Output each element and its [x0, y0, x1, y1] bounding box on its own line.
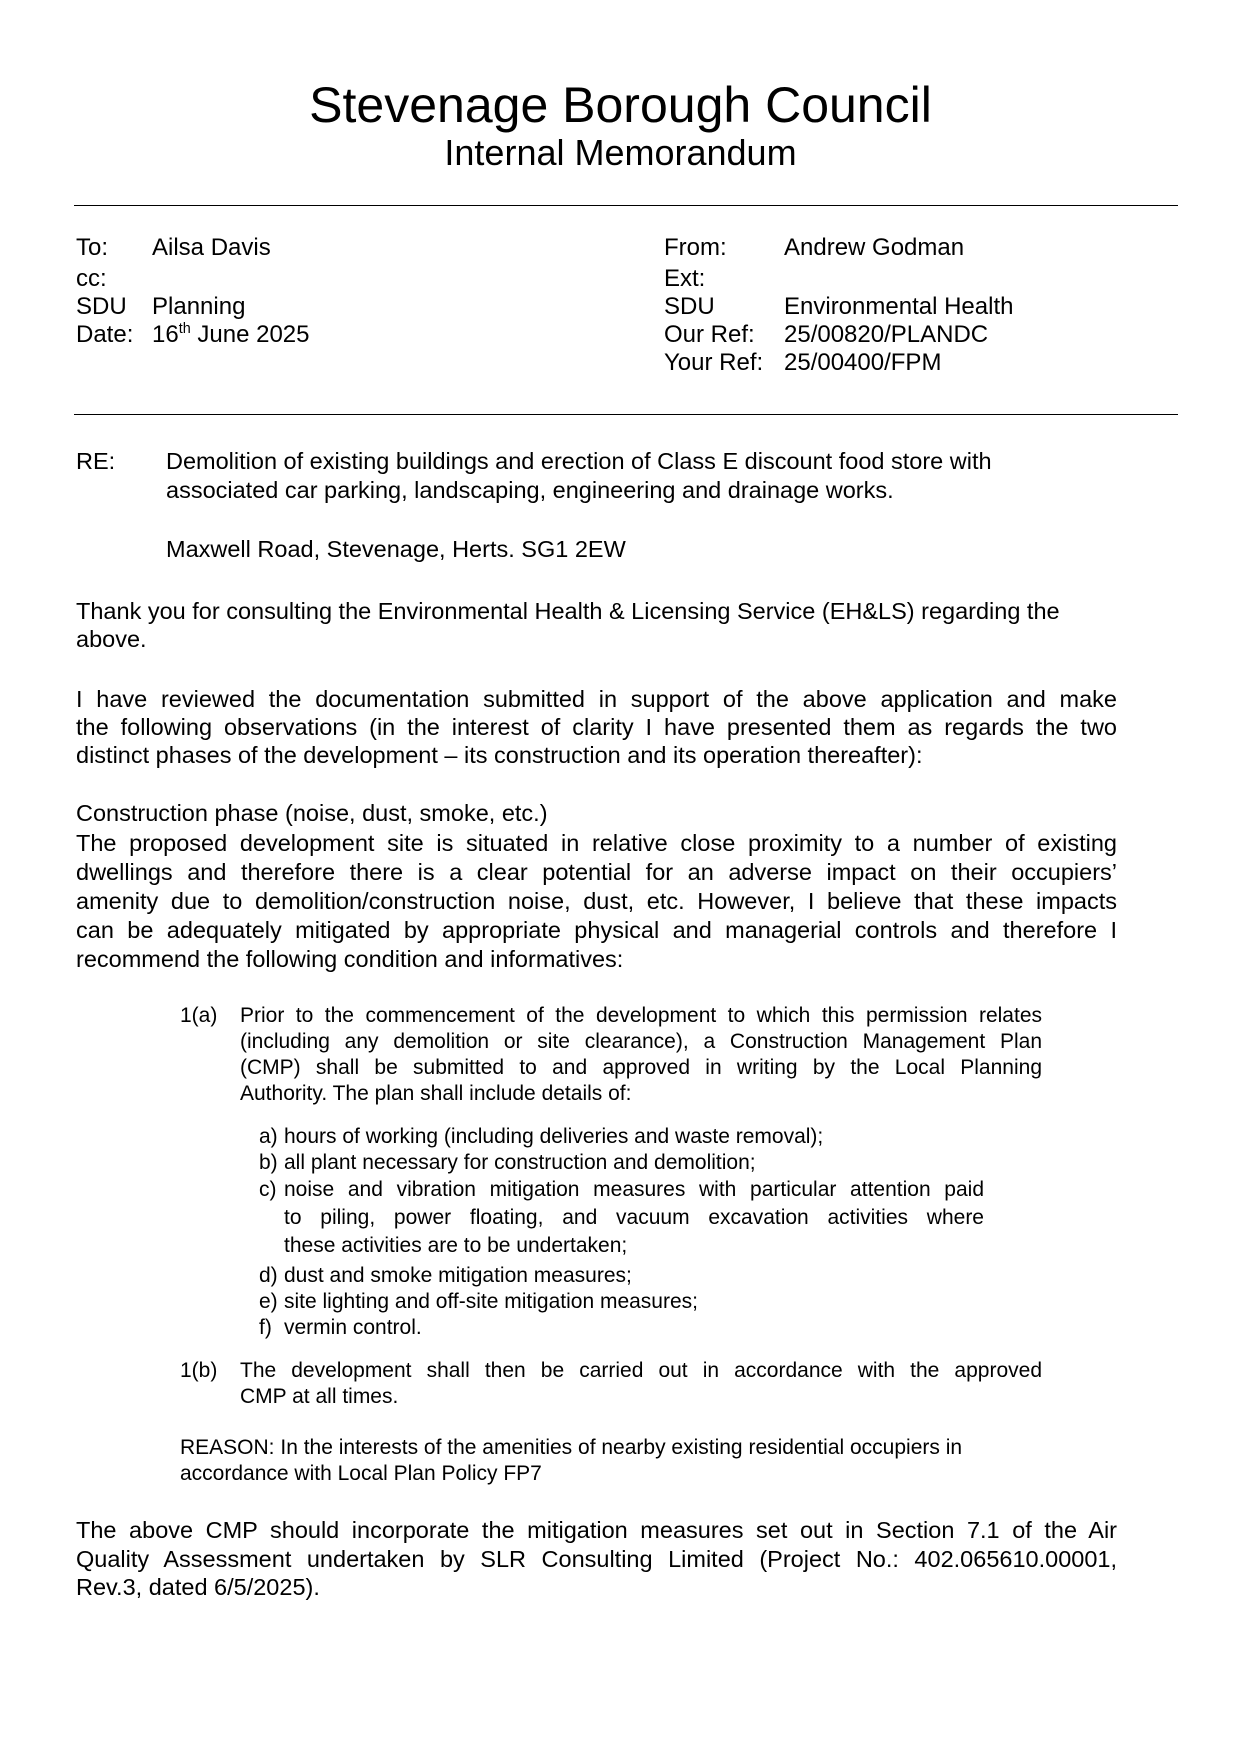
list-item-label: b): [259, 1151, 278, 1174]
paragraph-line: Quality Assessment undertaken by SLR Consulting Limited (Project No.: 402.065610.00001,: [76, 1545, 1117, 1572]
list-item-line: these activities are to be undertaken;: [284, 1234, 628, 1257]
paragraph-line: Rev.3, dated 6/5/2025).: [76, 1574, 320, 1600]
from-value: Andrew Godman: [784, 234, 965, 261]
paragraph-line: can be adequately mitigated by appropriate physical and managerial controls and therefore I: [76, 917, 1117, 943]
date-day: 16: [152, 321, 179, 348]
condition-1b-line: CMP at all times.: [240, 1384, 399, 1408]
paragraph-line: the following observations (in the interest of clarity I have presented them as regards the two: [76, 714, 1117, 740]
condition-1a-label: 1(a): [180, 1004, 218, 1027]
list-item-line: hours of working (including deliveries and waste removal);: [284, 1125, 824, 1148]
to-label: To:: [76, 234, 109, 261]
paragraph-line: distinct phases of the development – its construction and its operation thereafter):: [76, 742, 923, 768]
memo-type: Internal Memorandum: [444, 132, 797, 173]
condition-1a-line: Authority. The plan shall include details of:: [240, 1082, 632, 1105]
paragraph-line: Thank you for consulting the Environmental Health & Licensing Service (EH&LS) regarding the: [76, 598, 1060, 624]
from-sdu-value: Environmental Health: [784, 293, 1014, 320]
paragraph-line: amenity due to demolition/construction noise, dust, etc. However, I believe that these impacts: [76, 888, 1117, 914]
divider: [74, 205, 1178, 206]
to-value: Ailsa Davis: [152, 234, 271, 261]
list-item-label: f): [259, 1316, 272, 1339]
cc-label: cc:: [76, 265, 107, 292]
paragraph-line: The above CMP should incorporate the mitigation measures set out in Section 7.1 of the Air: [76, 1517, 1117, 1543]
re-address: Maxwell Road, Stevenage, Herts. SG1 2EW: [166, 536, 626, 562]
your-ref-label: Your Ref:: [664, 349, 764, 376]
list-item-line: dust and smoke mitigation measures;: [284, 1264, 632, 1287]
list-item-label: a): [259, 1125, 278, 1148]
section-heading: Construction phase (noise, dust, smoke, etc.): [76, 800, 548, 826]
list-item-line: all plant necessary for construction and demolition;: [284, 1151, 756, 1174]
list-item-line: vermin control.: [284, 1316, 422, 1339]
our-ref-value: 25/00820/PLANDC: [784, 321, 989, 348]
our-ref-label: Our Ref:: [664, 321, 755, 348]
re-subject-line: associated car parking, landscaping, engineering and drainage works.: [166, 477, 894, 503]
paragraph-line: above.: [76, 626, 147, 652]
sdu-label: SDU: [76, 293, 127, 320]
council-name: Stevenage Borough Council: [309, 77, 932, 133]
condition-1b-label: 1(b): [180, 1359, 218, 1382]
reason-line: REASON: In the interests of the amenities of nearby existing residential occupiers in: [180, 1436, 963, 1459]
list-item-label: d): [259, 1264, 278, 1287]
date-suffix: th: [178, 321, 191, 337]
re-subject-line: Demolition of existing buildings and erection of Class E discount food store with: [166, 448, 992, 474]
from-sdu-label: SDU: [664, 293, 715, 320]
sdu-value: Planning: [152, 293, 246, 320]
paragraph-line: recommend the following condition and informatives:: [76, 946, 624, 972]
condition-1b-line: The development shall then be carried out in accordance with the approved: [240, 1359, 1042, 1382]
date-label: Date:: [76, 321, 134, 348]
from-label: From:: [664, 234, 727, 261]
date-value: [152, 321, 310, 349]
paragraph-line: I have reviewed the documentation submitted in support of the above application and make: [76, 686, 1117, 712]
divider: [74, 414, 1178, 415]
list-item-line: noise and vibration mitigation measures with particular attention paid: [284, 1178, 984, 1201]
condition-1a-line: (CMP) shall be submitted to and approved in writing by the Local Planning: [240, 1056, 1042, 1079]
paragraph-line: The proposed development site is situated in relative close proximity to a number of existing: [76, 830, 1117, 856]
reason-line: accordance with Local Plan Policy FP7: [180, 1462, 542, 1485]
date-rest: June 2025: [190, 321, 310, 348]
list-item-line: site lighting and off-site mitigation measures;: [284, 1290, 698, 1313]
paragraph-line: dwellings and therefore there is a clear potential for an adverse impact on their occupiers’: [76, 859, 1117, 885]
list-item-label: e): [259, 1290, 278, 1313]
condition-1a-line: (including any demolition or site clearance), a Construction Management Plan: [240, 1030, 1042, 1053]
re-label: RE:: [76, 448, 116, 474]
ext-label: Ext:: [664, 265, 706, 292]
list-item-line: to piling, power floating, and vacuum excavation activities where: [284, 1206, 984, 1229]
list-item-label: c): [259, 1178, 277, 1201]
your-ref-value: 25/00400/FPM: [784, 349, 942, 376]
condition-1a-line: Prior to the commencement of the development to which this permission relates: [240, 1004, 1042, 1027]
